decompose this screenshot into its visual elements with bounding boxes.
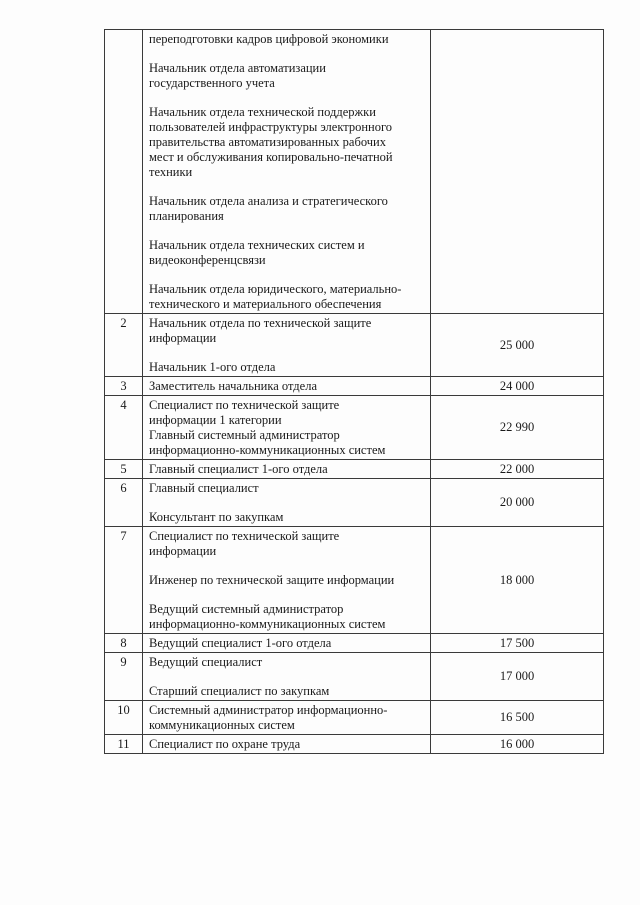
position-title-line: Специалист по охране труда [149,737,301,751]
position-cell [143,735,431,754]
salary-value: 22 000 [499,461,535,476]
position-title-line: пользователей инфраструктуры электронного [149,120,393,134]
row-number: 4 [105,396,143,460]
position-title-line: государственного учета [149,76,275,90]
salary-cell [431,314,604,377]
table-row [105,701,604,735]
salary-table [104,29,604,754]
position-cell [143,653,431,701]
position-title-line: Главный системный администратор [149,428,340,442]
position-title-line: Начальник отдела автоматизации [149,61,326,75]
position-cell [143,479,431,527]
row-number: 10 [105,701,143,735]
position-title-line: Начальник отдела юридического, материально- [149,282,402,296]
position-title-line: Главный специалист [149,481,259,495]
position-cell [143,527,431,634]
position-title-line: информации [149,331,217,345]
position-spacer [149,346,426,360]
position-spacer [149,588,426,602]
row-number: 2 [105,314,143,377]
row-number: 11 [105,735,143,754]
position-title-line: видеоконференцсвязи [149,253,266,267]
position-title-line: Начальник отдела анализа и стратегического [149,194,388,208]
position-title-line: Ведущий системный администратор [149,602,344,616]
position-title-line: Специалист по технической защите [149,398,340,412]
row-number: 3 [105,377,143,396]
position-cell [143,460,431,479]
table-row [105,527,604,634]
salary-table-body [105,30,604,754]
position-title-line: Инженер по технической защите информации [149,573,395,587]
row-number: 5 [105,460,143,479]
position-title-line: Заместитель начальника отдела [149,379,317,393]
row-number [105,30,143,314]
salary-cell [431,735,604,754]
position-cell [143,377,431,396]
position-title-line: планирования [149,209,224,223]
table-row [105,460,604,479]
position-title-line: Ведущий специалист 1-ого отдела [149,636,332,650]
salary-cell [431,479,604,527]
position-spacer [149,559,426,573]
position-title-line: Специалист по технической защите [149,529,340,543]
salary-cell [431,634,604,653]
salary-cell [431,460,604,479]
table-row [105,735,604,754]
row-number: 7 [105,527,143,634]
position-title-line: Начальник отдела технической поддержки [149,105,376,119]
salary-value: 20 000 [499,495,535,509]
position-title-line: коммуникационных систем [149,718,295,732]
position-spacer [149,47,426,61]
row-number: 8 [105,634,143,653]
position-title-line: Системный администратор информационно- [149,703,388,717]
position-cell [143,30,431,314]
table-row [105,396,604,460]
position-spacer [149,496,426,510]
position-title-line: информационно-коммуникационных систем [149,443,386,457]
position-cell [143,701,431,735]
table-row [105,377,604,396]
position-title-line: технического и материального обеспечения [149,297,382,311]
position-cell [143,634,431,653]
position-cell [143,396,431,460]
row-number: 6 [105,479,143,527]
table-row [105,634,604,653]
row-number: 9 [105,653,143,701]
salary-value: 24 000 [499,378,535,393]
salary-value: 17 500 [499,635,535,650]
salary-value: 16 000 [499,736,535,751]
position-title-line: информационно-коммуникационных систем [149,617,386,631]
position-title-line: Консультант по закупкам [149,510,284,524]
table-row [105,30,604,314]
position-spacer [149,91,426,105]
table-row [105,314,604,377]
salary-cell [431,527,604,634]
position-title-line: переподготовки кадров цифровой экономики [149,32,389,46]
salary-cell [431,30,604,314]
salary-cell [431,396,604,460]
position-title-line: Начальник отдела технических систем и [149,238,365,252]
table-row [105,653,604,701]
salary-value: 16 500 [499,710,535,724]
position-spacer [149,180,426,194]
table-row [105,479,604,527]
position-cell [143,314,431,377]
position-title-line: Ведущий специалист [149,655,263,669]
position-title-line: правительства автоматизированных рабочих [149,135,386,149]
position-title-line: Начальник 1-ого отдела [149,360,276,374]
position-spacer [149,224,426,238]
position-title-line: информации 1 категории [149,413,282,427]
position-spacer [149,268,426,282]
salary-cell [431,653,604,701]
position-title-line: Главный специалист 1-ого отдела [149,462,328,476]
salary-cell [431,377,604,396]
salary-value: 25 000 [499,337,535,352]
position-title-line: мест и обслуживания копировально-печатной [149,150,393,164]
position-title-line: Старший специалист по закупкам [149,684,330,698]
salary-value: 22 990 [499,420,535,434]
position-title-line: техники [149,165,193,179]
salary-cell [431,701,604,735]
position-spacer [149,670,426,684]
position-title-line: Начальник отдела по технической защите [149,316,372,330]
salary-value: 18 000 [499,572,535,587]
salary-value: 17 000 [499,669,535,683]
position-title-line: информации [149,544,217,558]
